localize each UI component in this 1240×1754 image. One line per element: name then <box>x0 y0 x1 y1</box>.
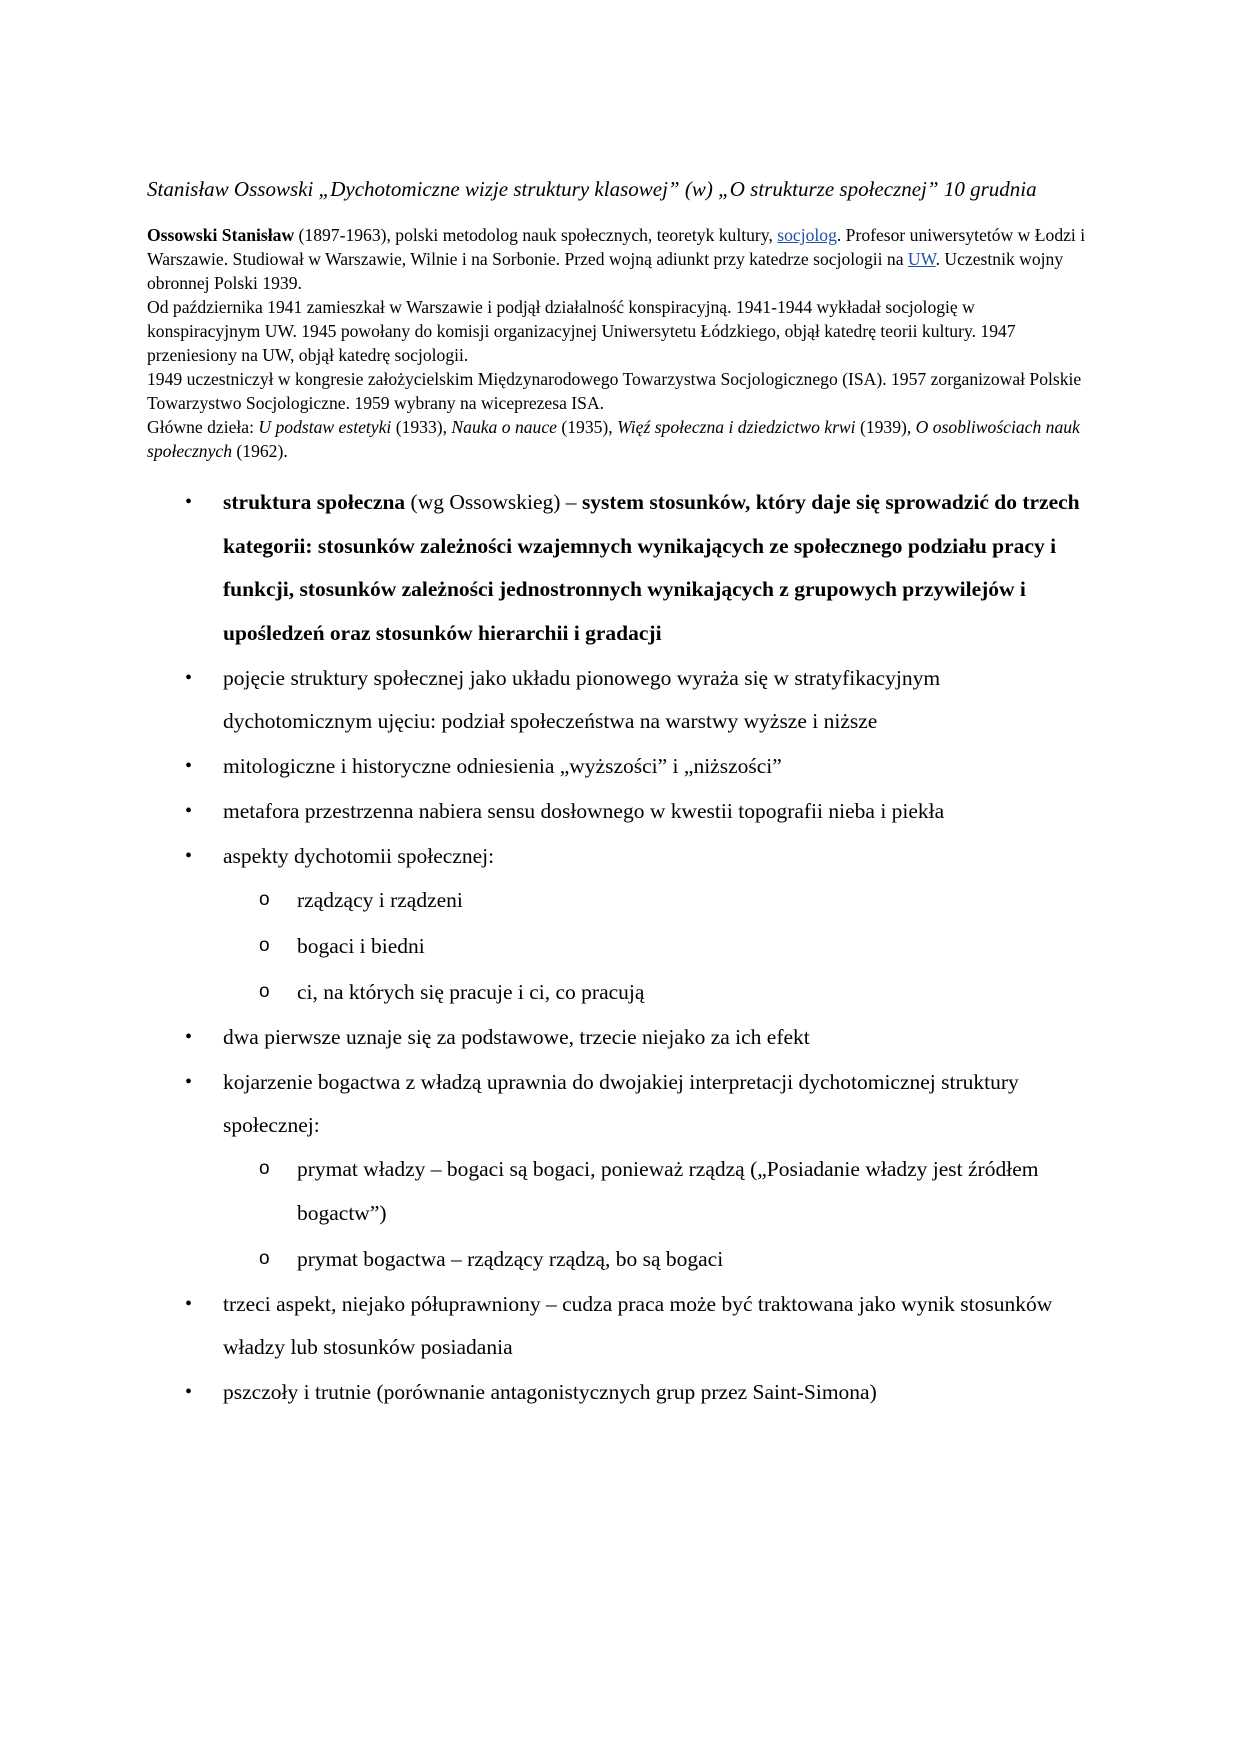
item-text: aspekty dychotomii społecznej: <box>223 844 495 868</box>
work-title: O osobliwościach nauk społecznych <box>147 417 1080 461</box>
bio-text: . Profesor uniwersytetów w Łodzi i Warszawie. Studiował w Warszawie, Wilnie i na Sorbonie. Przed wojną adiunkt przy katedrze socjologii na <box>147 225 1086 269</box>
circle-bullet-icon: o <box>259 981 270 1002</box>
sub-item-text: bogaci i biedni <box>297 934 425 958</box>
list-item <box>147 1283 1092 1369</box>
bio-name: Ossowski Stanisław <box>147 225 295 245</box>
list-item <box>147 1016 1092 1059</box>
item-text: metafora przestrzenna nabiera sensu dosłownego w kwestii topografii nieba i piekła <box>223 799 945 823</box>
sub-item-text: prymat władzy – bogaci są bogaci, ponieważ rządzą („Posiadanie władzy jest źródłem bogactw”) <box>297 1157 1039 1225</box>
list-item <box>147 481 1092 655</box>
bullet-icon: • <box>185 1071 193 1093</box>
circle-bullet-icon: o <box>259 935 270 956</box>
circle-bullet-icon: o <box>259 889 270 910</box>
definition: system stosunków, który daje się sprowadzić do trzech kategorii: stosunków zależności wzajemnych wynikających ze społecznego podziału pracy i funkcji, stosunków zależności jednostronnych wynikających z grupowych przywilejów i upośledzeń oraz stosunków hierarchii i gradacji <box>223 490 1080 645</box>
work-year: (1939), <box>855 417 916 437</box>
document-title: Stanisław Ossowski „Dychotomiczne wizje struktury klasowej” (w) „O strukturze społecznej” 10 grudnia <box>147 177 1037 201</box>
list-item <box>147 745 1092 788</box>
sub-item-text: ci, na których się pracuje i ci, co pracują <box>297 980 645 1004</box>
bio-works <box>147 415 1092 463</box>
bio-text: . Uczestnik wojny obronnej Polski 1939. <box>147 249 1064 293</box>
item-text: trzeci aspekt, niejako półuprawniony – cudza praca może być traktowana jako wynik stosunków władzy lub stosunków posiadania <box>223 1292 1053 1359</box>
list-item <box>147 1371 1092 1414</box>
work-title: Więź społeczna i dziedzictwo krwi <box>617 417 856 437</box>
bullet-icon: • <box>185 800 193 822</box>
sub-list-item <box>223 878 1092 922</box>
circle-bullet-icon: o <box>259 1158 270 1179</box>
document-page <box>147 175 1092 1416</box>
bullet-icon: • <box>185 1381 193 1403</box>
item-text: mitologiczne i historyczne odniesienia „wyższości” i „niższości” <box>223 754 782 778</box>
link-uw[interactable]: UW <box>907 249 936 269</box>
bullet-icon: • <box>185 755 193 777</box>
bio-text: (1897-1963), polski metodolog nauk społecznych, teoretyk kultury, <box>294 225 778 245</box>
bullet-icon: • <box>185 845 193 867</box>
bullet-icon: • <box>185 1293 193 1315</box>
work-title: U podstaw estetyki <box>258 417 392 437</box>
list-item <box>147 657 1092 743</box>
bio-paragraph-2: Od października 1941 zamieszkał w Warszawie i podjął działalność konspiracyjną. 1941-1944 wykładał socjologię w konspiracyjnym UW. 1945 powołany do komisji organizacyjnej Uniwersytetu Łódzkiego, objął katedrę teorii kultury. 1947 przeniesiony na UW, objął katedrę socjologii. <box>147 297 1016 365</box>
sub-item-text: rządzący i rządzeni <box>297 888 463 912</box>
sub-list <box>223 1147 1092 1281</box>
circle-bullet-icon: o <box>259 1248 270 1269</box>
sub-item-text: prymat bogactwa – rządzący rządzą, bo są bogaci <box>297 1247 724 1271</box>
work-title: Nauka o nauce <box>451 417 557 437</box>
work-year: (1962). <box>232 441 288 461</box>
works-label: Główne dzieła: <box>147 417 259 437</box>
item-text: pszczoły i trutnie (porównanie antagonistycznych grup przez Saint-Simona) <box>223 1380 877 1404</box>
sub-list-item <box>223 970 1092 1014</box>
sub-list-item <box>223 924 1092 968</box>
bullet-icon: • <box>185 491 193 513</box>
biography <box>147 223 1092 463</box>
item-text: pojęcie struktury społecznej jako układu pionowego wyraża się w stratyfikacyjnym dychotomicznym ujęciu: podział społeczeństwa na warstwy wyższe i niższe <box>223 666 941 733</box>
list-item <box>147 1061 1092 1281</box>
sub-list-item <box>223 1147 1092 1235</box>
bullet-icon: • <box>185 1026 193 1048</box>
work-year: (1935), <box>556 417 618 437</box>
link-socjolog[interactable]: socjolog <box>777 225 837 245</box>
bio-paragraph-1 <box>147 223 1092 295</box>
notes-list <box>147 481 1092 1414</box>
bio-paragraph-3: 1949 uczestniczył w kongresie założycielskim Międzynarodowego Towarzystwa Socjologicznego (ISA). 1957 zorganizował Polskie Towarzystwo Socjologiczne. 1959 wybrany na wiceprezesa ISA. <box>147 369 1082 413</box>
list-item <box>147 835 1092 1014</box>
item-text: dwa pierwsze uznaje się za podstawowe, trzecie niejako za ich efekt <box>223 1025 810 1049</box>
item-text: (wg Ossowskieg) – <box>405 490 582 514</box>
bullet-icon: • <box>185 667 193 689</box>
item-text: kojarzenie bogactwa z władzą uprawnia do dwojakiej interpretacji dychotomicznej struktury społecznej: <box>223 1070 1019 1137</box>
list-item <box>147 790 1092 833</box>
term: struktura społeczna <box>223 490 406 514</box>
sub-list <box>223 878 1092 1014</box>
sub-list-item <box>223 1237 1092 1281</box>
work-year: (1933), <box>391 417 452 437</box>
